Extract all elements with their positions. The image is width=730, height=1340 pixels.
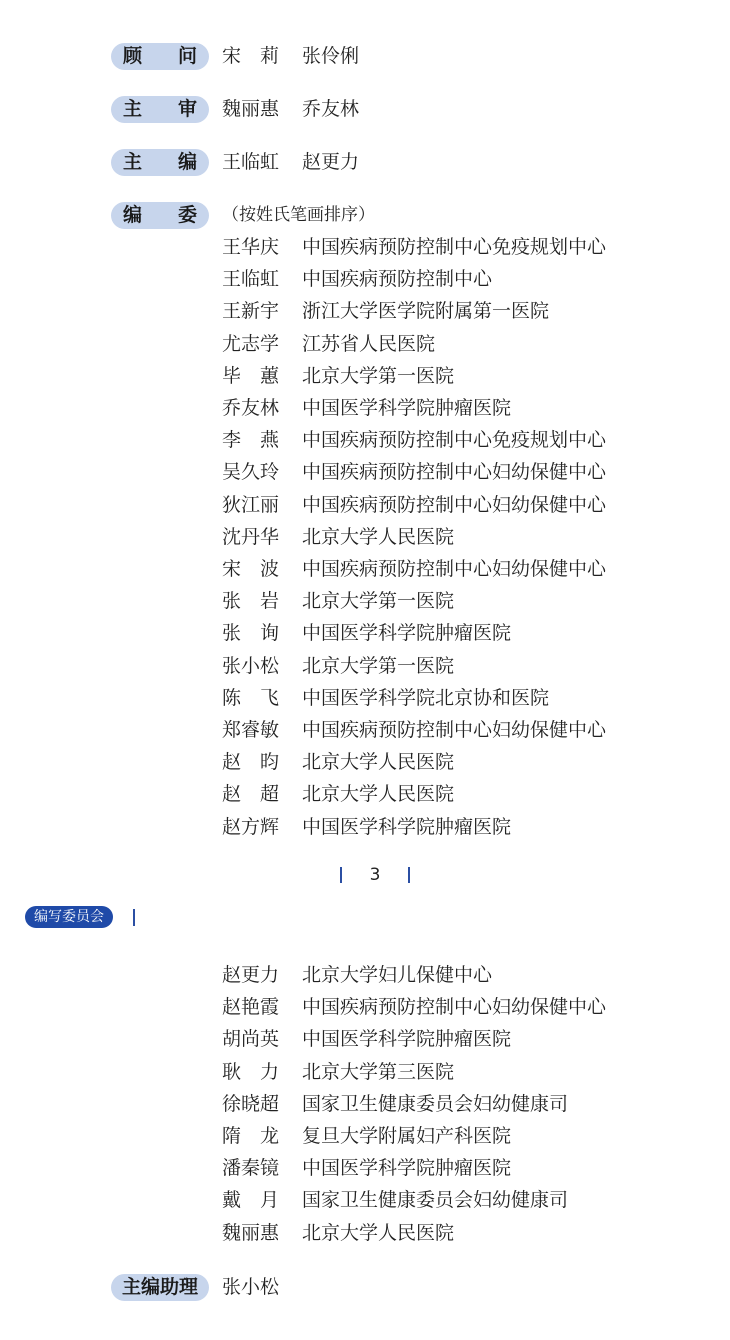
member-org: 中国疾病预防控制中心妇幼保健中心 (302, 719, 607, 741)
member-name: 张 询 (222, 622, 280, 645)
member-org: 北京大学第一医院 (302, 590, 455, 613)
member-name: 王临虹 (222, 268, 280, 291)
member-name: 毕 蕙 (222, 364, 280, 387)
member-row (222, 524, 454, 551)
member-row (222, 427, 606, 454)
member-row (222, 266, 492, 293)
chief-reviewer-names (222, 96, 359, 123)
role-label-assistant: 主编助理 (111, 1274, 209, 1301)
member-row (222, 1220, 454, 1247)
page-number: 3 (369, 865, 381, 885)
member-row (222, 620, 511, 647)
member-row (222, 1059, 454, 1086)
member-org: 浙江大学医学院附属第一医院 (302, 300, 550, 323)
member-row (222, 395, 511, 422)
member-row (222, 1123, 511, 1150)
member-row (222, 556, 606, 583)
member-name: 徐晓超 (222, 1092, 280, 1115)
member-name: 赵 昀 (222, 751, 280, 774)
member-name: 赵 超 (222, 783, 280, 806)
member-row (222, 814, 511, 841)
member-org: 江苏省人民医院 (302, 332, 436, 355)
member-org: 北京大学第一医院 (302, 654, 455, 677)
member-org: 中国疾病预防控制中心妇幼保健中心 (302, 461, 607, 484)
member-row (222, 1155, 511, 1182)
person-name: 魏丽惠 (222, 98, 280, 120)
person-name: 王临虹 (222, 151, 280, 173)
member-org: 中国疾病预防控制中心妇幼保健中心 (302, 558, 607, 580)
member-name: 沈丹华 (222, 525, 280, 548)
member-row (222, 298, 549, 325)
member-row (222, 962, 492, 989)
member-row (222, 717, 606, 744)
assistant-name: 张小松 (222, 1276, 280, 1298)
divider (408, 867, 410, 883)
role-label-char: 主 (123, 151, 143, 173)
chief-editor-names (222, 149, 359, 176)
member-org: 北京大学人民医院 (302, 1221, 455, 1244)
member-name: 隋 龙 (222, 1125, 280, 1147)
role-label-char: 编 (177, 151, 197, 173)
member-row (222, 653, 454, 680)
member-org: 中国医学科学院肿瘤医院 (302, 1028, 512, 1051)
member-row (222, 685, 549, 712)
role-label-char: 编 (123, 204, 143, 226)
member-org: 中国医学科学院肿瘤医院 (302, 397, 512, 419)
member-org: 中国疾病预防控制中心 (302, 268, 493, 291)
member-name: 魏丽惠 (222, 1221, 280, 1244)
member-name: 乔友林 (222, 397, 280, 419)
role-label-chief-editor (111, 149, 209, 176)
role-label-char: 问 (177, 45, 197, 67)
member-row (222, 1187, 568, 1214)
member-name: 宋 波 (222, 558, 280, 580)
member-org: 北京大学妇儿保健中心 (302, 964, 493, 986)
section-header: 编写委员会 (25, 906, 113, 928)
role-label-advisor (111, 43, 209, 70)
member-name: 狄江丽 (222, 493, 280, 516)
person-name: 宋 莉 (222, 45, 280, 67)
member-org: 中国医学科学院肿瘤医院 (302, 622, 512, 645)
role-label-committee (111, 202, 209, 229)
member-name: 潘秦镜 (222, 1157, 280, 1180)
member-name: 李 燕 (222, 429, 280, 452)
member-org: 中国疾病预防控制中心免疫规划中心 (302, 429, 607, 452)
member-name: 张 岩 (222, 590, 280, 613)
member-name: 郑睿敏 (222, 719, 280, 741)
role-label-chief-reviewer (111, 96, 209, 123)
member-name: 戴 月 (222, 1189, 280, 1212)
member-org: 中国疾病预防控制中心妇幼保健中心 (302, 996, 607, 1019)
member-name: 吴久玲 (222, 461, 280, 484)
divider (340, 867, 342, 883)
page-number-marker (340, 862, 410, 888)
member-name: 赵方辉 (222, 815, 280, 838)
member-row (222, 994, 606, 1021)
member-row (222, 459, 606, 486)
member-name: 胡尚英 (222, 1028, 280, 1051)
member-org: 复旦大学附属妇产科医院 (302, 1125, 512, 1147)
member-org: 中国医学科学院肿瘤医院 (302, 815, 512, 838)
role-label-char: 委 (177, 204, 197, 226)
member-name: 尤志学 (222, 332, 280, 355)
advisor-names (222, 43, 359, 70)
member-org: 北京大学第一医院 (302, 364, 455, 387)
member-name: 王华庆 (222, 236, 280, 258)
member-org: 北京大学第三医院 (302, 1060, 455, 1083)
member-org: 中国疾病预防控制中心妇幼保健中心 (302, 493, 607, 516)
member-org: 北京大学人民医院 (302, 783, 455, 806)
member-row (222, 234, 606, 261)
member-row (222, 331, 435, 358)
person-name: 乔友林 (302, 98, 360, 120)
sort-note: （按姓氏笔画排序） (222, 205, 375, 225)
role-label-char: 主 (123, 98, 143, 120)
role-label-char: 审 (177, 98, 197, 120)
person-name: 张伶俐 (302, 45, 360, 67)
member-org: 国家卫生健康委员会妇幼健康司 (302, 1092, 569, 1115)
role-label-char: 顾 (123, 45, 143, 67)
member-row (222, 749, 454, 776)
member-org: 中国医学科学院北京协和医院 (302, 686, 550, 709)
member-row (222, 363, 454, 390)
member-name: 张小松 (222, 654, 280, 677)
divider (133, 909, 135, 926)
person-name: 赵更力 (302, 151, 360, 173)
member-name: 赵艳霞 (222, 996, 280, 1019)
member-org: 北京大学人民医院 (302, 751, 455, 774)
member-row (222, 1091, 568, 1118)
member-name: 赵更力 (222, 964, 280, 986)
member-org: 中国医学科学院肿瘤医院 (302, 1157, 512, 1180)
member-row (222, 588, 454, 615)
member-org: 中国疾病预防控制中心免疫规划中心 (302, 236, 607, 258)
member-name: 耿 力 (222, 1060, 280, 1083)
member-row (222, 781, 454, 808)
member-row (222, 1026, 511, 1053)
member-name: 陈 飞 (222, 686, 280, 709)
member-org: 国家卫生健康委员会妇幼健康司 (302, 1189, 569, 1212)
member-name: 王新宇 (222, 300, 280, 323)
member-org: 北京大学人民医院 (302, 525, 455, 548)
member-row (222, 492, 606, 519)
